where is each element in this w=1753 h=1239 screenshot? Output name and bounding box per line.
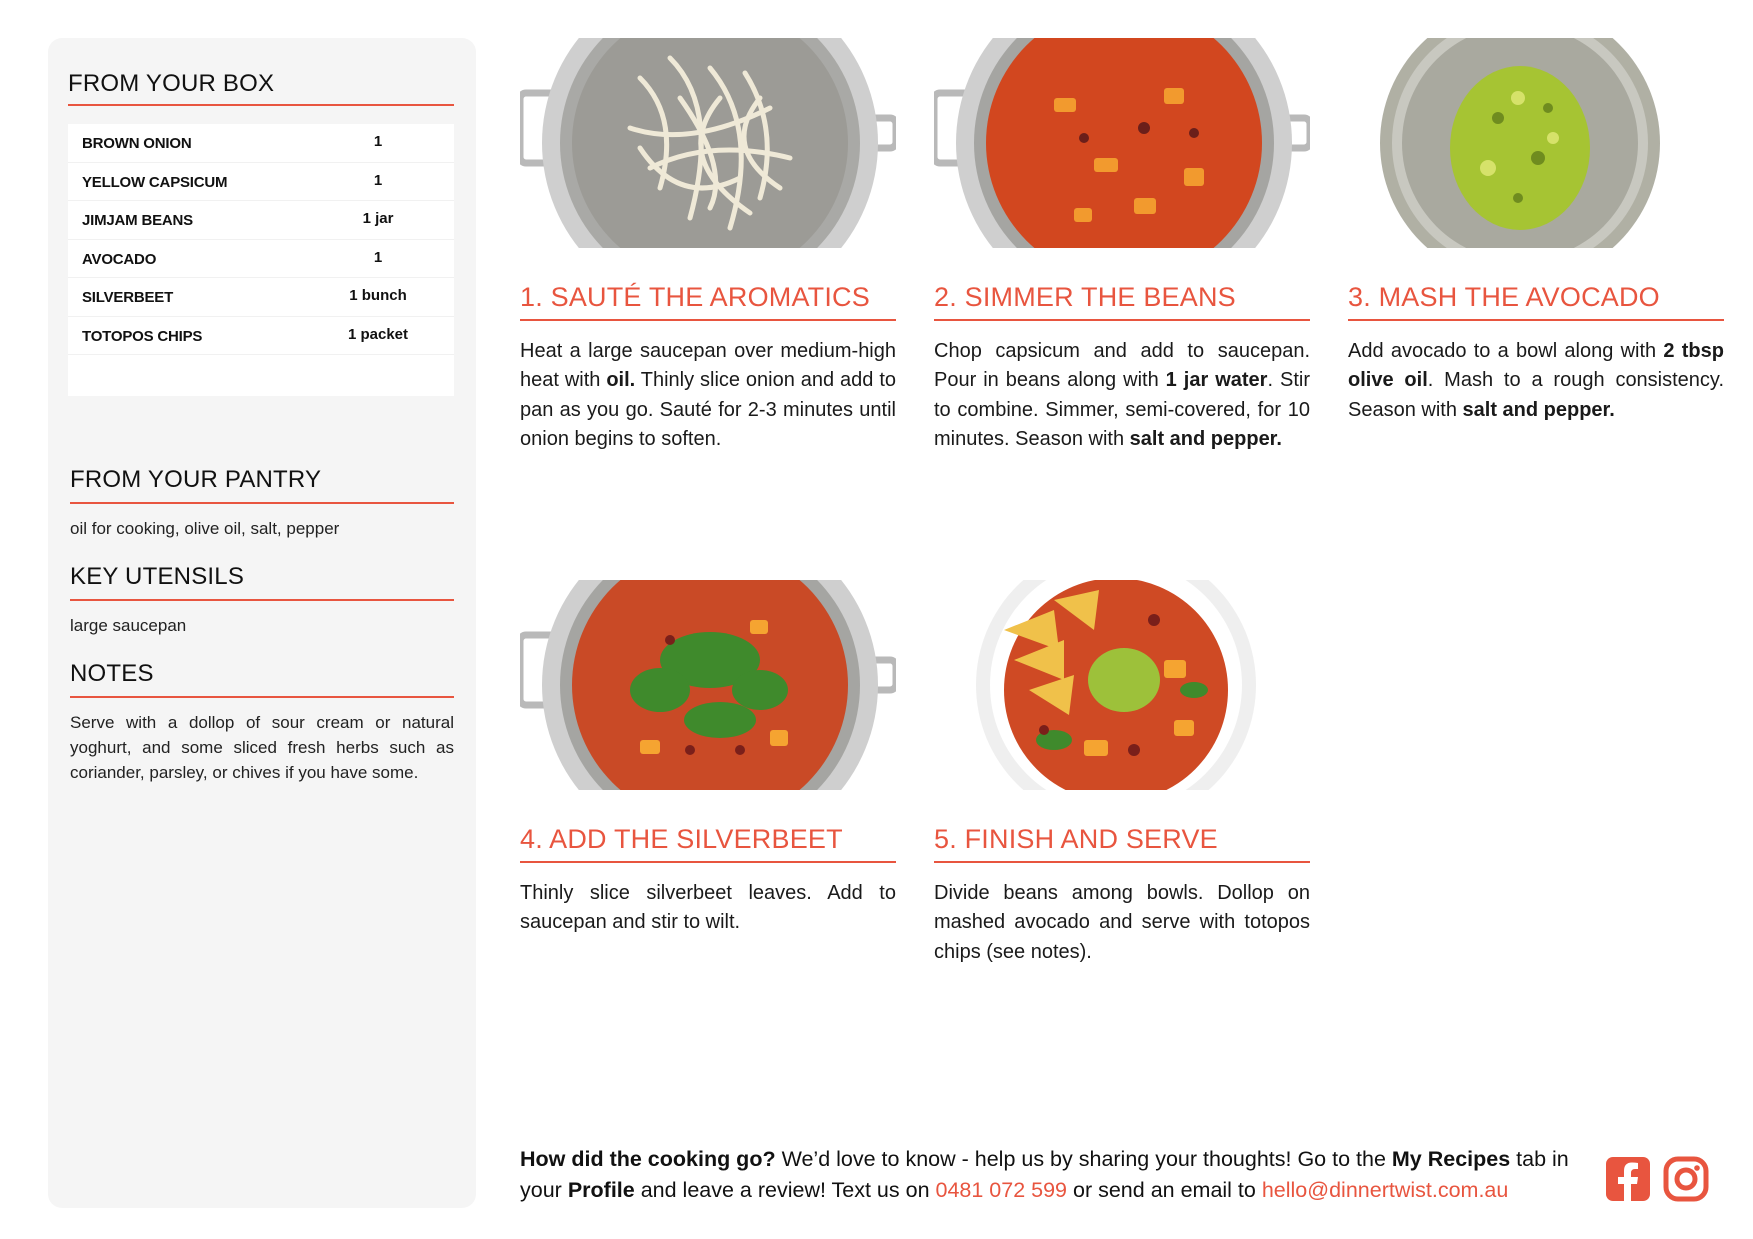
ingredient-qty: 1 packet: [347, 325, 409, 343]
step-2-photo: [934, 38, 1310, 248]
key-utensils-title: KEY UTENSILS: [70, 563, 245, 590]
step-1-photo: [520, 38, 896, 248]
ingredient-row: [68, 317, 454, 356]
footer-text: or send an email to: [1067, 1178, 1262, 1202]
step-4-title: 4. ADD THE SILVERBEET: [520, 824, 843, 854]
ingredient-name: TOTOPOS CHIPS: [82, 327, 203, 345]
ingredient-row: [68, 278, 454, 317]
step-3-text: [1348, 337, 1724, 426]
step-3-title: 3. MASH THE AVOCADO: [1348, 282, 1660, 312]
step-text-bold: oil.: [606, 369, 636, 391]
step-text-part: Thinly slice onion and add to pan as you go. Sauté for 2-3 minutes until onion begins to soften.: [520, 369, 896, 450]
step-text-bold: salt and pepper.: [1129, 428, 1282, 450]
step-text-part: Chop capsicum and add to saucepan. Pour in beans along with: [934, 339, 1310, 391]
divider: [520, 319, 896, 321]
facebook-icon[interactable]: [1604, 1155, 1652, 1203]
from-your-pantry-title: FROM YOUR PANTRY: [70, 466, 322, 493]
ingredient-name: SILVERBEET: [82, 289, 174, 306]
step-4-text: [520, 879, 896, 938]
footer-text: and leave a review! Text us on: [634, 1178, 936, 1202]
footer-text: We’d love to know - help us by sharing your thoughts! Go to the: [775, 1147, 1392, 1171]
divider: [68, 104, 454, 106]
notes-text: Serve with a dollop of sour cream or natural yoghurt, and some sliced fresh herbs such as coriander, parsley, or chives if you have some.: [70, 712, 454, 782]
step-5-photo: [934, 580, 1310, 790]
step-text-part: . Stir to combine. Simmer, semi-covered, for 10 minutes. Season with: [934, 369, 1310, 450]
ingredient-qty: 1: [373, 248, 383, 266]
step-3-photo: [1348, 38, 1724, 248]
footer-question: How did the cooking go?: [520, 1147, 776, 1171]
step-5: [934, 580, 1310, 967]
feedback-footer: [520, 1144, 1580, 1206]
step-3: [1348, 38, 1724, 425]
ingredient-qty: 1 bunch: [349, 287, 407, 304]
step-text-part: Heat a large saucepan over medium-high heat with: [520, 339, 896, 391]
divider: [70, 502, 454, 504]
ingredient-row: [68, 201, 454, 240]
step-2-text: [934, 337, 1310, 455]
ingredient-name: BROWN ONION: [82, 135, 192, 152]
footer-profile: Profile: [567, 1178, 635, 1202]
ingredients-table: [68, 124, 454, 396]
step-2-title: 2. SIMMER THE BEANS: [934, 282, 1236, 312]
step-5-text: [934, 879, 1310, 968]
ingredient-row: [68, 163, 454, 202]
email-address[interactable]: hello@dinnertwist.com.au: [1261, 1178, 1509, 1202]
step-4-photo: [520, 580, 896, 790]
notes-title: NOTES: [70, 660, 154, 687]
step-text-bold: salt and pepper.: [1462, 398, 1615, 421]
divider: [934, 319, 1310, 321]
step-4: [520, 580, 896, 938]
utensils-text: large saucepan: [70, 615, 187, 635]
step-text-bold: 1 jar water: [1165, 369, 1268, 391]
notes-section: [70, 660, 454, 785]
ingredient-name: AVOCADO: [82, 250, 157, 268]
step-1-title: 1. SAUTÉ THE AROMATICS: [520, 282, 870, 312]
step-text-part: Add avocado to a bowl along with: [1348, 339, 1664, 362]
ingredient-row: [68, 124, 454, 163]
divider: [934, 861, 1310, 863]
step-text-part: Divide beans among bowls. Dollop on mashed avocado and serve with totopos chips (see notes).: [934, 881, 1310, 963]
divider: [520, 861, 896, 863]
step-1: [520, 38, 896, 455]
divider: [70, 696, 454, 698]
step-text-part: Thinly slice silverbeet leaves. Add to saucepan and stir to wilt.: [520, 881, 896, 933]
step-2: [934, 38, 1310, 455]
instagram-icon[interactable]: [1662, 1155, 1710, 1203]
ingredient-qty: 1: [373, 133, 383, 150]
step-5-title: 5. FINISH AND SERVE: [934, 824, 1218, 854]
pantry-text: oil for cooking, olive oil, salt, pepper: [70, 518, 340, 538]
phone-number[interactable]: 0481 072 599: [935, 1178, 1068, 1202]
ingredient-qty: 1 jar: [362, 210, 394, 227]
divider: [70, 599, 454, 601]
utensils-section: [70, 563, 454, 638]
from-your-box-title: FROM YOUR BOX: [68, 70, 275, 97]
step-text-bold: 2 tbsp olive oil: [1348, 339, 1724, 391]
step-1-text: [520, 337, 896, 455]
footer-my-recipes: My Recipes: [1391, 1147, 1511, 1171]
divider: [1348, 319, 1724, 321]
ingredient-row: [68, 240, 454, 279]
pantry-section: [70, 466, 454, 541]
ingredient-name: YELLOW CAPSICUM: [82, 173, 228, 191]
ingredient-name: JIMJAM BEANS: [82, 212, 193, 229]
ingredient-qty: 1: [373, 171, 383, 189]
footer-text: tab in your: [520, 1147, 1569, 1202]
step-text-part: . Mash to a rough consistency. Season with: [1348, 369, 1725, 421]
ingredients-sidebar: [48, 38, 476, 1208]
